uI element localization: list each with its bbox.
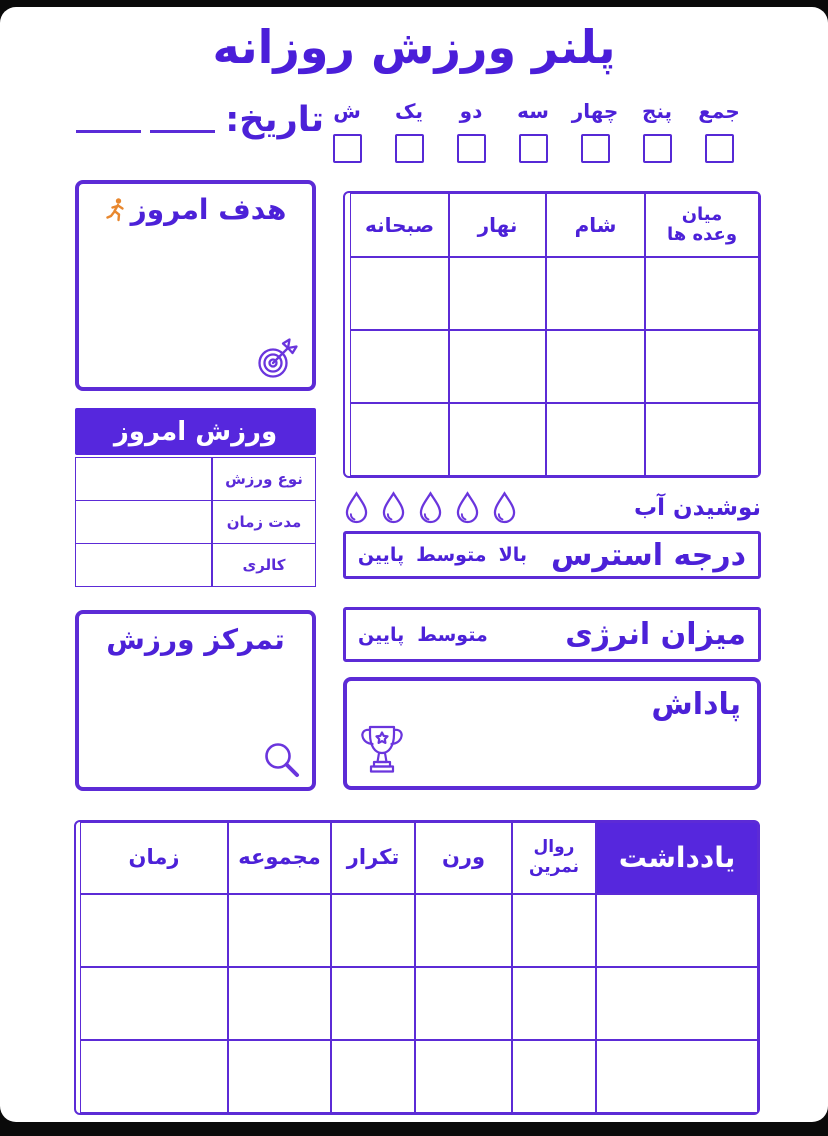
exercise-calories-input[interactable]: [75, 543, 212, 588]
day-label: جمع: [698, 99, 740, 123]
water-drop-icon[interactable]: [380, 491, 407, 525]
day-sunday: [385, 99, 433, 163]
day-label: پنج: [641, 99, 673, 123]
magnifier-icon: [260, 738, 302, 780]
exercise-type-label: نوع ورزش: [225, 469, 303, 488]
meal-cell[interactable]: [546, 403, 645, 476]
log-header-time: [80, 822, 228, 894]
log-header-sets: [228, 822, 331, 894]
log-cell[interactable]: [331, 967, 415, 1040]
log-cell[interactable]: [596, 967, 758, 1040]
planner-page: [0, 7, 828, 1122]
note-label: یادداشت: [618, 840, 736, 874]
goal-title: هدف امروز: [130, 193, 287, 226]
meal-cell[interactable]: [645, 330, 759, 403]
meal-table: [343, 191, 761, 478]
reps-label: تکرار: [346, 845, 400, 870]
day-checkbox[interactable]: [519, 134, 548, 163]
day-label: یک: [395, 99, 423, 123]
meal-header-dinner: [546, 193, 645, 257]
exercise-type-input[interactable]: [75, 457, 212, 502]
exercise-header: [75, 408, 316, 455]
meal-cell[interactable]: [350, 257, 449, 330]
log-cell[interactable]: [415, 967, 512, 1040]
log-header-reps: [331, 822, 415, 894]
meal-cell[interactable]: [645, 257, 759, 330]
lunch-label: نهار: [477, 213, 518, 237]
breakfast-label: صبحانه: [364, 213, 435, 237]
log-cell[interactable]: [80, 967, 228, 1040]
stress-option-low[interactable]: پایین: [357, 544, 405, 566]
meal-cell[interactable]: [546, 257, 645, 330]
water-drops: [343, 491, 518, 525]
exercise-calories-label: کالری: [242, 555, 286, 574]
energy-box: [343, 607, 761, 662]
reward-box: [343, 677, 761, 790]
stress-box: [343, 531, 761, 579]
log-header-note: [596, 822, 758, 894]
goal-title-row: [79, 193, 312, 226]
day-saturday: [323, 99, 371, 163]
exercise-row-label-cell: [212, 543, 316, 588]
water-drop-icon[interactable]: [343, 491, 370, 525]
log-cell[interactable]: [228, 967, 331, 1040]
meal-cell[interactable]: [645, 403, 759, 476]
energy-options: [358, 624, 494, 646]
stress-title: درجه استرس: [550, 537, 746, 573]
day-label: ش: [333, 99, 361, 123]
focus-box: [75, 610, 316, 791]
day-label: دو: [459, 99, 483, 123]
page-title: پلنر ورزش روزانه: [212, 20, 616, 74]
meal-cell[interactable]: [449, 330, 546, 403]
routine-label-line2: نمرین: [528, 857, 580, 877]
exercise-duration-label: مدت زمان: [226, 512, 302, 531]
water-drop-icon[interactable]: [417, 491, 444, 525]
day-friday: [695, 99, 743, 163]
trophy-icon: [359, 722, 405, 778]
meal-cell[interactable]: [546, 330, 645, 403]
routine-label-line1: روال: [533, 837, 575, 858]
water-drop-icon[interactable]: [491, 491, 518, 525]
day-checkbox[interactable]: [581, 134, 610, 163]
meal-header-lunch: [449, 193, 546, 257]
goal-box: [75, 180, 316, 391]
snacks-label-line2: وعده ها: [667, 224, 738, 245]
day-monday: [447, 99, 495, 163]
time-label: زمان: [128, 845, 180, 870]
reward-title: پاداش: [651, 687, 741, 722]
dinner-label: شام: [574, 213, 617, 237]
snacks-label-line1: میان: [681, 204, 723, 226]
weekday-strip: [323, 99, 743, 163]
log-cell[interactable]: [331, 1040, 415, 1113]
exercise-row-label-cell: [212, 500, 316, 545]
runner-icon: [105, 197, 127, 223]
meal-cell[interactable]: [449, 403, 546, 476]
meal-cell[interactable]: [449, 257, 546, 330]
exercise-row: [75, 544, 316, 587]
energy-title: میزان انرژی: [565, 617, 746, 652]
water-drop-icon[interactable]: [454, 491, 481, 525]
exercise-row: [75, 501, 316, 544]
exercise-box: [75, 408, 316, 587]
log-cell[interactable]: [512, 967, 596, 1040]
meal-cell[interactable]: [350, 330, 449, 403]
log-cell[interactable]: [331, 894, 415, 967]
meal-cell[interactable]: [350, 403, 449, 476]
log-table: [74, 820, 760, 1115]
exercise-duration-input[interactable]: [75, 500, 212, 545]
focus-title: تمرکز ورزش: [106, 623, 285, 656]
day-checkbox[interactable]: [333, 134, 362, 163]
day-checkbox[interactable]: [395, 134, 424, 163]
day-checkbox[interactable]: [705, 134, 734, 163]
focus-title-row: [79, 623, 312, 656]
exercise-row-label-cell: [212, 457, 316, 502]
log-cell[interactable]: [512, 1040, 596, 1113]
exercise-row: [75, 458, 316, 501]
day-wednesday: [571, 99, 619, 163]
log-header-routine: [512, 822, 596, 894]
water-label: نوشیدن آب: [634, 495, 761, 521]
log-cell[interactable]: [415, 894, 512, 967]
stress-option-medium[interactable]: متوسط: [416, 544, 487, 566]
log-header-weight: [415, 822, 512, 894]
day-label: سه: [517, 99, 549, 123]
meal-header-breakfast: [350, 193, 449, 257]
log-cell[interactable]: [596, 1040, 758, 1113]
log-cell[interactable]: [228, 894, 331, 967]
date-label: تاریخ:: [225, 100, 324, 140]
day-label: چهار: [571, 99, 619, 123]
log-cell[interactable]: [415, 1040, 512, 1113]
log-cell[interactable]: [80, 894, 228, 967]
target-icon: [254, 338, 302, 380]
sets-label: مجموعه: [238, 845, 321, 870]
date-blank-line[interactable]: [76, 130, 215, 133]
day-checkbox[interactable]: [643, 134, 672, 163]
day-tuesday: [509, 99, 557, 163]
day-checkbox[interactable]: [457, 134, 486, 163]
date-row: [72, 101, 324, 140]
log-cell[interactable]: [596, 894, 758, 967]
energy-option-low[interactable]: پایین: [358, 623, 405, 646]
exercise-rows: [75, 458, 316, 587]
exercise-title: ورزش امروز: [113, 416, 278, 447]
stress-option-high[interactable]: بالا: [498, 544, 527, 566]
meal-header-snacks: [645, 193, 759, 257]
weight-label: ورن: [441, 845, 486, 870]
energy-option-medium[interactable]: متوسط: [417, 623, 488, 646]
water-tracker: [343, 487, 761, 529]
day-thursday: [633, 99, 681, 163]
log-cell[interactable]: [80, 1040, 228, 1113]
reward-input-area[interactable]: [417, 725, 751, 780]
log-cell[interactable]: [228, 1040, 331, 1113]
log-cell[interactable]: [512, 894, 596, 967]
